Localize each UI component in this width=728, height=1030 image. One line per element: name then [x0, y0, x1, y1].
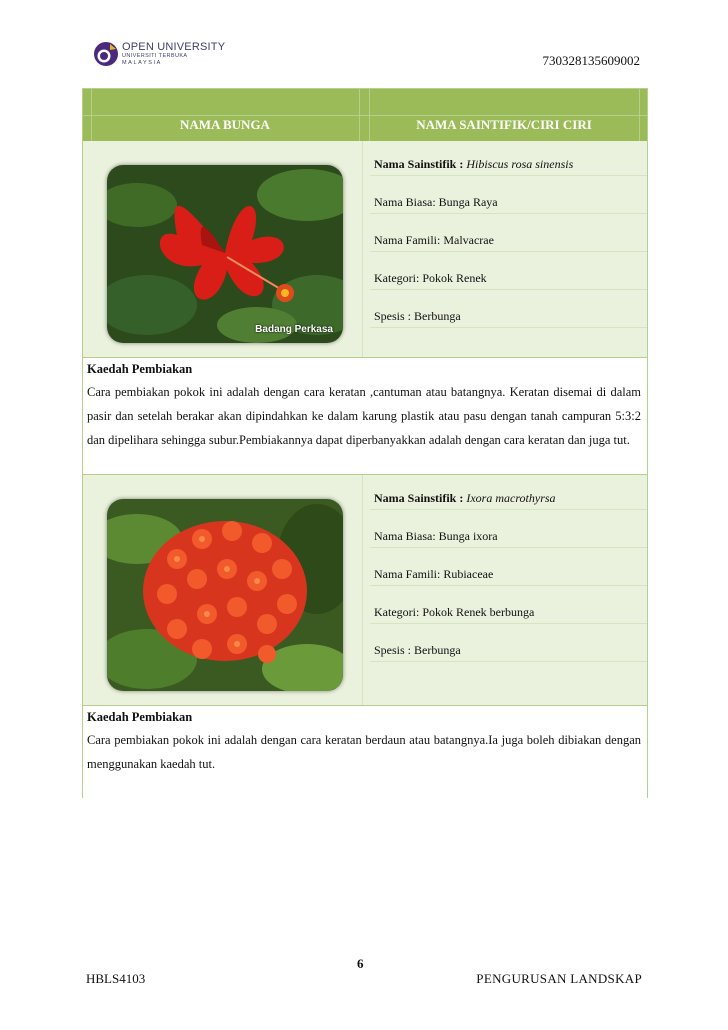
scientific-name: Ixora macrothyrsa: [466, 491, 556, 505]
species-line: Spesis : Berbunga: [370, 639, 647, 662]
propagation-title: Kaedah Pembiakan: [87, 710, 193, 724]
course-name: PENGURUSAN LANDSKAP: [476, 971, 642, 986]
photo-watermark: Badang Perkasa: [255, 324, 333, 335]
family-name-line: Nama Famili: Rubiaceae: [370, 563, 647, 586]
propagation-text: Cara pembiakan pokok ini adalah dengan cara keratan berdaun atau batangnya.Ia juga boleh dibiakan dengan menggunakan kaedah tut.: [87, 733, 641, 771]
common-name-line: Nama Biasa: Bunga Raya: [370, 191, 647, 214]
scientific-name: Hibiscus rosa sinensis: [466, 157, 574, 171]
propagation-row-ixora: [83, 705, 647, 798]
propagation-text: Cara pembiakan pokok ini adalah dengan cara keratan ,cantuman atau batangnya. Keratan disemai di dalam pasir dan setelah berakar akan dipindahkan ke dalam karung plastik atau pasu dengan tanah campuran 5:3:2 dan dipelihara sehingga subur.Pembiakannya dapat diperbanyakkan adalah dengan cara keratan dan juga tut.: [87, 385, 641, 447]
student-id: 730328135609002: [542, 53, 640, 68]
category-line: Kategori: Pokok Renek: [370, 267, 647, 290]
flower-row-hibiscus: [83, 141, 647, 357]
ixora-photo: [107, 499, 343, 691]
page-number: 6: [357, 956, 364, 971]
category-line: Kategori: Pokok Renek berbunga: [370, 601, 647, 624]
common-name-line: Nama Biasa: Bunga ixora: [370, 525, 647, 548]
logo-text: OPEN UNIVERSITY: [122, 41, 226, 53]
hibiscus-photo: [107, 165, 343, 343]
logo-subtext: UNIVERSITI TERBUKA: [122, 53, 188, 59]
flower-table: [82, 88, 648, 798]
scientific-name-label: Nama Sainstifik :: [374, 491, 464, 505]
family-name-line: Nama Famili: Malvacrae: [370, 229, 647, 252]
table-header-row: [83, 89, 647, 141]
column-header-scientific: NAMA SAINTIFIK/CIRI CIRI: [416, 117, 592, 132]
oum-emblem-icon: [92, 40, 120, 68]
logo-country: MALAYSIA: [122, 60, 162, 66]
course-code: HBLS4103: [86, 971, 146, 986]
scientific-name-line: [370, 153, 647, 176]
species-line: Spesis : Berbunga: [370, 305, 647, 328]
scientific-name-label: Nama Sainstifik :: [374, 157, 464, 171]
scientific-name-line: [370, 487, 647, 510]
propagation-title: Kaedah Pembiakan: [87, 362, 193, 376]
university-logo: [92, 40, 226, 72]
propagation-row-hibiscus: [83, 357, 647, 475]
column-header-name: NAMA BUNGA: [180, 117, 270, 132]
flower-row-ixora: [83, 475, 647, 705]
